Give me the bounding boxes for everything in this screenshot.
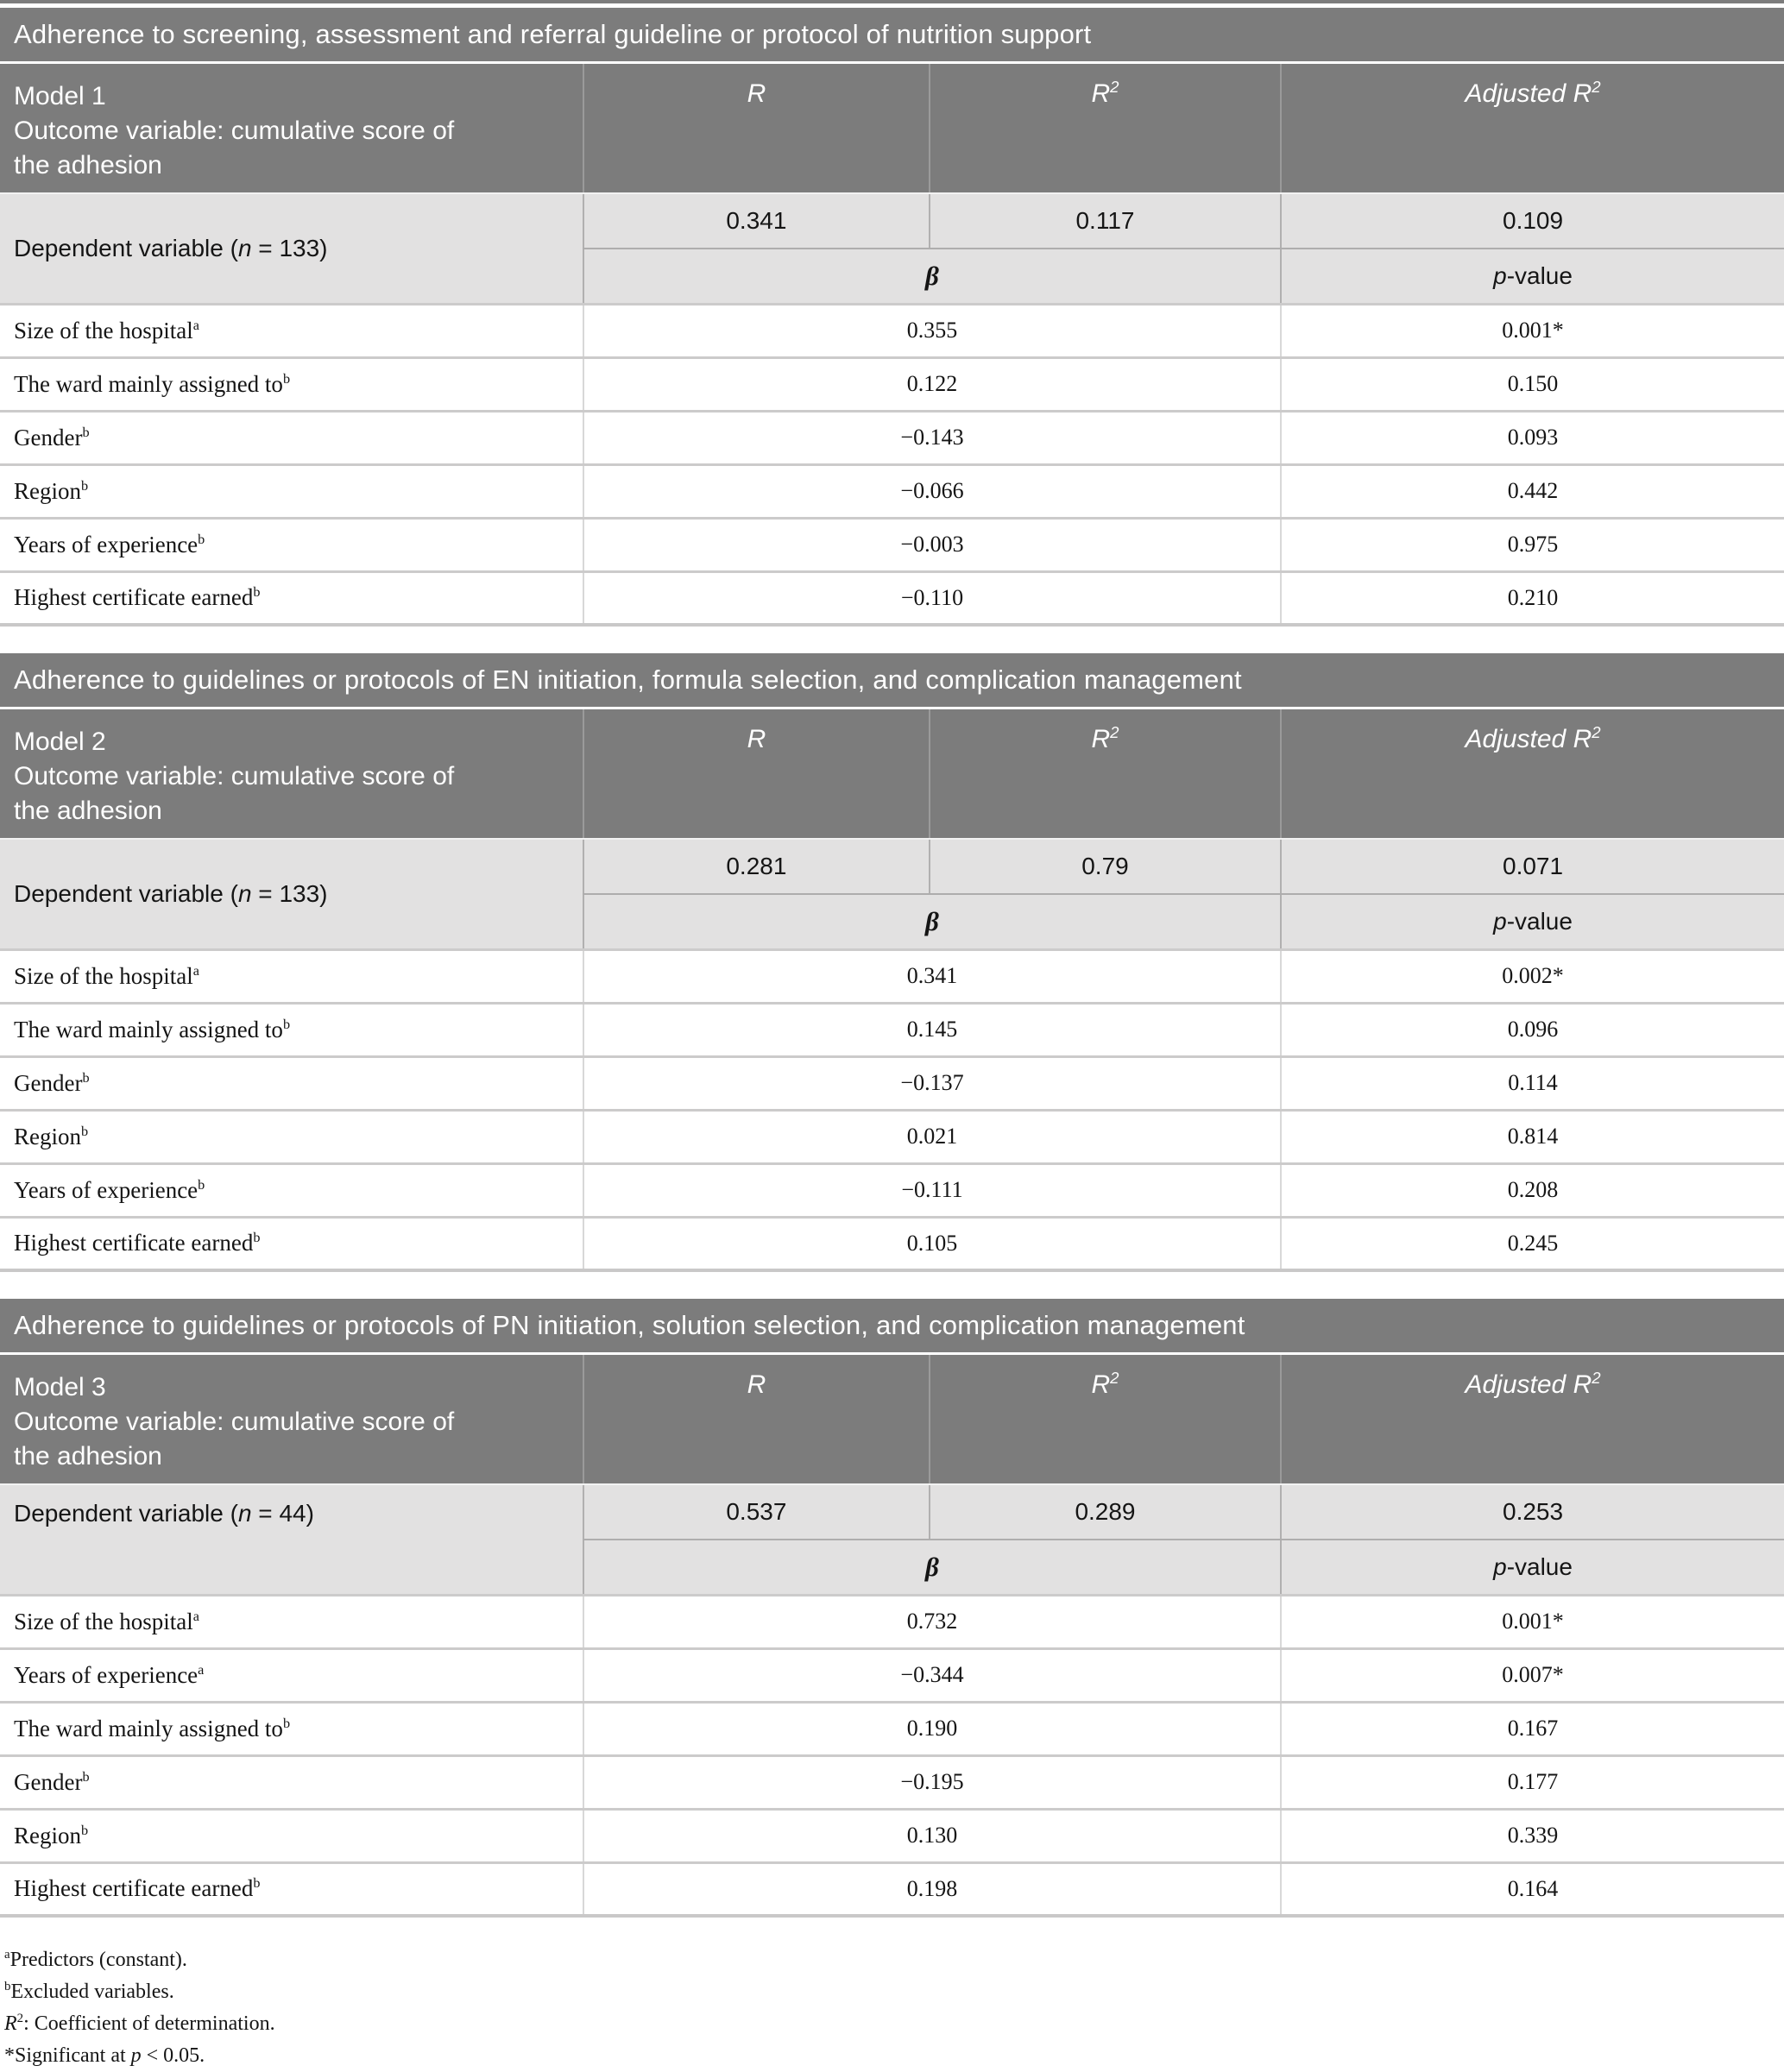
column-header-adjusted-r2: [1281, 1355, 1784, 1484]
model-stats-row: [0, 1484, 1784, 1540]
predictor-label: Region: [14, 1123, 81, 1149]
p-value-cell: 0.245: [1281, 1217, 1784, 1270]
r-value-cell: 0.341: [583, 193, 930, 249]
predictor-label-cell: [0, 571, 583, 625]
column-header-r2: [930, 64, 1281, 193]
dependent-n: n: [237, 879, 252, 907]
p-value-column-header: [1281, 894, 1784, 949]
beta-value-cell: −0.111: [583, 1163, 1281, 1217]
footnote-sig-prefix: *Significant at: [4, 2044, 131, 2067]
outcome-variable-text: Outcome variable: cumulative score of the adhesion: [14, 1408, 455, 1471]
p-var: p: [1493, 1552, 1507, 1580]
dependent-n: n: [237, 1500, 252, 1527]
beta-value-cell: 0.105: [583, 1217, 1281, 1270]
model-header-row: [0, 64, 1784, 193]
footnote-excluded: [4, 1976, 1784, 2008]
dependent-suffix: = 133): [251, 879, 328, 907]
table-row: [0, 357, 1784, 411]
predictor-sup: a: [192, 962, 199, 979]
predictor-label-cell: [0, 1056, 583, 1110]
dependent-prefix: Dependent variable (: [14, 1500, 238, 1527]
model-name: Model 1: [14, 82, 106, 110]
predictor-label: Years of experience: [14, 1176, 199, 1203]
predictor-sup: b: [81, 1123, 89, 1139]
predictor-sup: b: [198, 531, 205, 547]
predictor-sup: b: [282, 1715, 291, 1731]
r2-sup: 2: [1110, 1369, 1119, 1387]
footnote-a-sup: a: [4, 1948, 10, 1962]
beta-value-cell: 0.355: [583, 304, 1281, 357]
section-title-bar-3: [0, 1299, 1784, 1352]
p-value-cell: 0.208: [1281, 1163, 1784, 1217]
p-value-cell: 0.339: [1281, 1809, 1784, 1862]
model-header-row: [0, 1355, 1784, 1484]
footnote-predictors: [4, 1944, 1784, 1976]
predictor-label: Size of the hospital: [14, 962, 193, 989]
dependent-variable-cell: [0, 839, 583, 949]
p-value-cell: 0.001*: [1281, 1595, 1784, 1648]
beta-value-cell: −0.344: [583, 1648, 1281, 1702]
model-title-cell: [0, 1355, 583, 1484]
table-row: [0, 464, 1784, 518]
dependent-prefix: Dependent variable (: [14, 234, 238, 261]
table-row: [0, 518, 1784, 571]
table-row: [0, 1862, 1784, 1916]
dependent-prefix: Dependent variable (: [14, 879, 238, 907]
adjusted-r2-label: Adjusted R: [1465, 1370, 1592, 1399]
dependent-suffix: = 44): [251, 1500, 314, 1527]
beta-value-cell: 0.021: [583, 1110, 1281, 1163]
predictor-label: Years of experience: [14, 1661, 199, 1688]
predictor-sup: b: [82, 424, 90, 440]
adjusted-r2-value-cell: 0.253: [1281, 1484, 1784, 1540]
footnotes: [0, 1944, 1784, 2072]
predictor-label: Region: [14, 1822, 81, 1848]
beta-value-cell: 0.732: [583, 1595, 1281, 1648]
table-row: [0, 1003, 1784, 1056]
adjusted-r2-label: Adjusted R: [1465, 725, 1592, 753]
p-value-cell: 0.177: [1281, 1755, 1784, 1809]
dependent-variable-cell: [0, 193, 583, 304]
predictor-sup: b: [253, 1875, 261, 1892]
r2-value-cell: 0.289: [930, 1484, 1281, 1540]
table-row: [0, 411, 1784, 464]
predictor-sup: a: [192, 317, 199, 333]
r2-label: R: [1091, 725, 1111, 753]
p-rest: -value: [1506, 1552, 1573, 1580]
predictor-sup: b: [82, 1069, 90, 1086]
beta-column-header: [583, 894, 1281, 949]
table-row: [0, 1163, 1784, 1217]
beta-value-cell: 0.190: [583, 1702, 1281, 1755]
predictor-label: Size of the hospital: [14, 1608, 193, 1634]
model-1-block: [0, 8, 1784, 627]
predictor-label-cell: [0, 1163, 583, 1217]
adjusted-r2-sup: 2: [1592, 78, 1601, 96]
section-title-bar-2: [0, 653, 1784, 707]
adjusted-r2-sup: 2: [1592, 1369, 1601, 1387]
predictor-label-cell: [0, 411, 583, 464]
p-value-column-header: [1281, 1540, 1784, 1595]
predictor-sup: b: [82, 1768, 90, 1785]
model-3-block: [0, 1299, 1784, 1918]
adjusted-r2-sup: 2: [1592, 723, 1601, 741]
beta-column-header: [583, 1540, 1281, 1595]
predictor-label-cell: [0, 1809, 583, 1862]
predictor-sup: b: [81, 477, 89, 494]
p-value-cell: 0.975: [1281, 518, 1784, 571]
column-header-r2: [930, 1355, 1281, 1484]
predictor-label: Size of the hospital: [14, 317, 193, 343]
beta-value-cell: 0.341: [583, 949, 1281, 1003]
footnote-b-text: Excluded variables.: [10, 1981, 174, 2003]
predictor-label: Highest certificate earned: [14, 1230, 254, 1256]
predictor-label: The ward mainly assigned to: [14, 1715, 283, 1741]
footnote-r2-definition: [4, 2008, 1784, 2040]
model-title-cell: [0, 709, 583, 839]
outcome-variable-text: Outcome variable: cumulative score of the adhesion: [14, 762, 455, 825]
adjusted-r2-value-cell: 0.109: [1281, 193, 1784, 249]
predictor-label: Region: [14, 477, 81, 504]
p-value-cell: 0.164: [1281, 1862, 1784, 1916]
model-3-table: [0, 1355, 1784, 1918]
predictor-label-cell: [0, 949, 583, 1003]
predictor-label-cell: [0, 1003, 583, 1056]
predictor-sup: b: [81, 1822, 89, 1838]
section-title-bar-1: [0, 8, 1784, 61]
model-stats-row: [0, 193, 1784, 249]
p-value-cell: 0.007*: [1281, 1648, 1784, 1702]
beta-symbol: β: [925, 1551, 939, 1582]
predictor-label: Highest certificate earned: [14, 584, 254, 611]
model-header-row: [0, 709, 1784, 839]
adjusted-r2-label: Adjusted R: [1465, 79, 1592, 108]
footnote-b-sup: b: [4, 1980, 11, 1993]
predictor-sup: b: [198, 1176, 205, 1193]
predictor-label: Years of experience: [14, 531, 199, 557]
r2-label: R: [1091, 1370, 1111, 1399]
p-value-column-header: [1281, 249, 1784, 304]
beta-symbol: β: [925, 905, 939, 936]
adjusted-r2-value-cell: 0.071: [1281, 839, 1784, 894]
beta-value-cell: −0.143: [583, 411, 1281, 464]
predictor-label: The ward mainly assigned to: [14, 370, 283, 397]
table-row: [0, 1056, 1784, 1110]
section-title: Adherence to guidelines or protocols of PN initiation, solution selection, and complication management: [14, 1310, 1245, 1340]
predictor-sup: b: [282, 370, 291, 387]
p-var: p: [1493, 907, 1507, 935]
beta-symbol: β: [925, 260, 939, 291]
p-value-cell: 0.442: [1281, 464, 1784, 518]
predictor-label-cell: [0, 1648, 583, 1702]
dependent-n: n: [237, 234, 252, 261]
model-2-block: [0, 653, 1784, 1272]
outcome-variable-text: Outcome variable: cumulative score of the adhesion: [14, 117, 455, 179]
table-row: [0, 1648, 1784, 1702]
footnote-a-text: Predictors (constant).: [9, 1949, 187, 1971]
table-row: [0, 1110, 1784, 1163]
beta-value-cell: 0.198: [583, 1862, 1281, 1916]
p-value-cell: 0.093: [1281, 411, 1784, 464]
beta-value-cell: 0.122: [583, 357, 1281, 411]
beta-value-cell: −0.066: [583, 464, 1281, 518]
model-2-table: [0, 709, 1784, 1272]
column-header-adjusted-r2: [1281, 64, 1784, 193]
predictor-label-cell: [0, 518, 583, 571]
predictor-label: Gender: [14, 424, 83, 450]
beta-value-cell: 0.130: [583, 1809, 1281, 1862]
model-title-cell: [0, 64, 583, 193]
table-row: [0, 1755, 1784, 1809]
r2-value-cell: 0.117: [930, 193, 1281, 249]
predictor-sup: b: [253, 584, 261, 601]
dependent-suffix: = 133): [251, 234, 328, 261]
p-value-cell: 0.210: [1281, 571, 1784, 625]
beta-value-cell: −0.137: [583, 1056, 1281, 1110]
r-label: R: [747, 79, 766, 108]
column-header-r: [583, 64, 930, 193]
figure-top-rule: [0, 0, 1784, 3]
column-header-r2: [930, 709, 1281, 839]
beta-value-cell: −0.110: [583, 571, 1281, 625]
table-row: [0, 1595, 1784, 1648]
predictor-label-cell: [0, 357, 583, 411]
p-value-cell: 0.114: [1281, 1056, 1784, 1110]
r2-label: R: [1091, 79, 1111, 108]
footnote-sig-p: p: [130, 2044, 142, 2067]
r-label: R: [747, 725, 766, 753]
footnote-sig-text: < 0.05.: [141, 2044, 205, 2067]
footnote-significance: [4, 2040, 1784, 2072]
column-header-adjusted-r2: [1281, 709, 1784, 839]
predictor-label: Highest certificate earned: [14, 1875, 254, 1902]
table-row: [0, 1702, 1784, 1755]
predictor-sup: a: [192, 1608, 199, 1624]
predictor-label: The ward mainly assigned to: [14, 1016, 283, 1042]
predictor-label-cell: [0, 1862, 583, 1916]
table-row: [0, 1809, 1784, 1862]
column-header-r: [583, 709, 930, 839]
predictor-sup: b: [253, 1230, 261, 1246]
table-row: [0, 949, 1784, 1003]
r-label: R: [747, 1370, 766, 1399]
p-var: p: [1493, 261, 1507, 289]
table-row: [0, 304, 1784, 357]
predictor-label-cell: [0, 1702, 583, 1755]
section-title: Adherence to guidelines or protocols of EN initiation, formula selection, and complication management: [14, 664, 1242, 695]
section-title: Adherence to screening, assessment and referral guideline or protocol of nutrition support: [14, 19, 1092, 49]
p-value-cell: 0.002*: [1281, 949, 1784, 1003]
table-row: [0, 571, 1784, 625]
predictor-label: Gender: [14, 1069, 83, 1096]
predictor-label-cell: [0, 1110, 583, 1163]
p-value-cell: 0.167: [1281, 1702, 1784, 1755]
predictor-label-cell: [0, 464, 583, 518]
footnote-r2-var: R: [4, 2012, 17, 2035]
p-value-cell: 0.814: [1281, 1110, 1784, 1163]
r-value-cell: 0.537: [583, 1484, 930, 1540]
r-value-cell: 0.281: [583, 839, 930, 894]
model-name: Model 3: [14, 1373, 106, 1401]
table-row: [0, 1217, 1784, 1270]
beta-value-cell: 0.145: [583, 1003, 1281, 1056]
predictor-sup: a: [198, 1661, 205, 1678]
footnote-r2-sup: 2: [16, 2012, 24, 2025]
p-rest: -value: [1506, 907, 1573, 935]
predictor-label-cell: [0, 1595, 583, 1648]
p-rest: -value: [1506, 261, 1573, 289]
predictor-label-cell: [0, 1755, 583, 1809]
p-value-cell: 0.096: [1281, 1003, 1784, 1056]
beta-value-cell: −0.195: [583, 1755, 1281, 1809]
model-1-table: [0, 64, 1784, 627]
r2-value-cell: 0.79: [930, 839, 1281, 894]
beta-value-cell: −0.003: [583, 518, 1281, 571]
r2-sup: 2: [1110, 723, 1119, 741]
footnote-r2-text: : Coefficient of determination.: [23, 2012, 275, 2035]
predictor-sup: b: [282, 1016, 291, 1032]
model-stats-row: [0, 839, 1784, 894]
predictor-label-cell: [0, 1217, 583, 1270]
model-name: Model 2: [14, 727, 106, 756]
predictor-label: Gender: [14, 1768, 83, 1795]
p-value-cell: 0.001*: [1281, 304, 1784, 357]
column-header-r: [583, 1355, 930, 1484]
p-value-cell: 0.150: [1281, 357, 1784, 411]
r2-sup: 2: [1110, 78, 1119, 96]
beta-column-header: [583, 249, 1281, 304]
predictor-label-cell: [0, 304, 583, 357]
dependent-variable-cell: [0, 1484, 583, 1595]
